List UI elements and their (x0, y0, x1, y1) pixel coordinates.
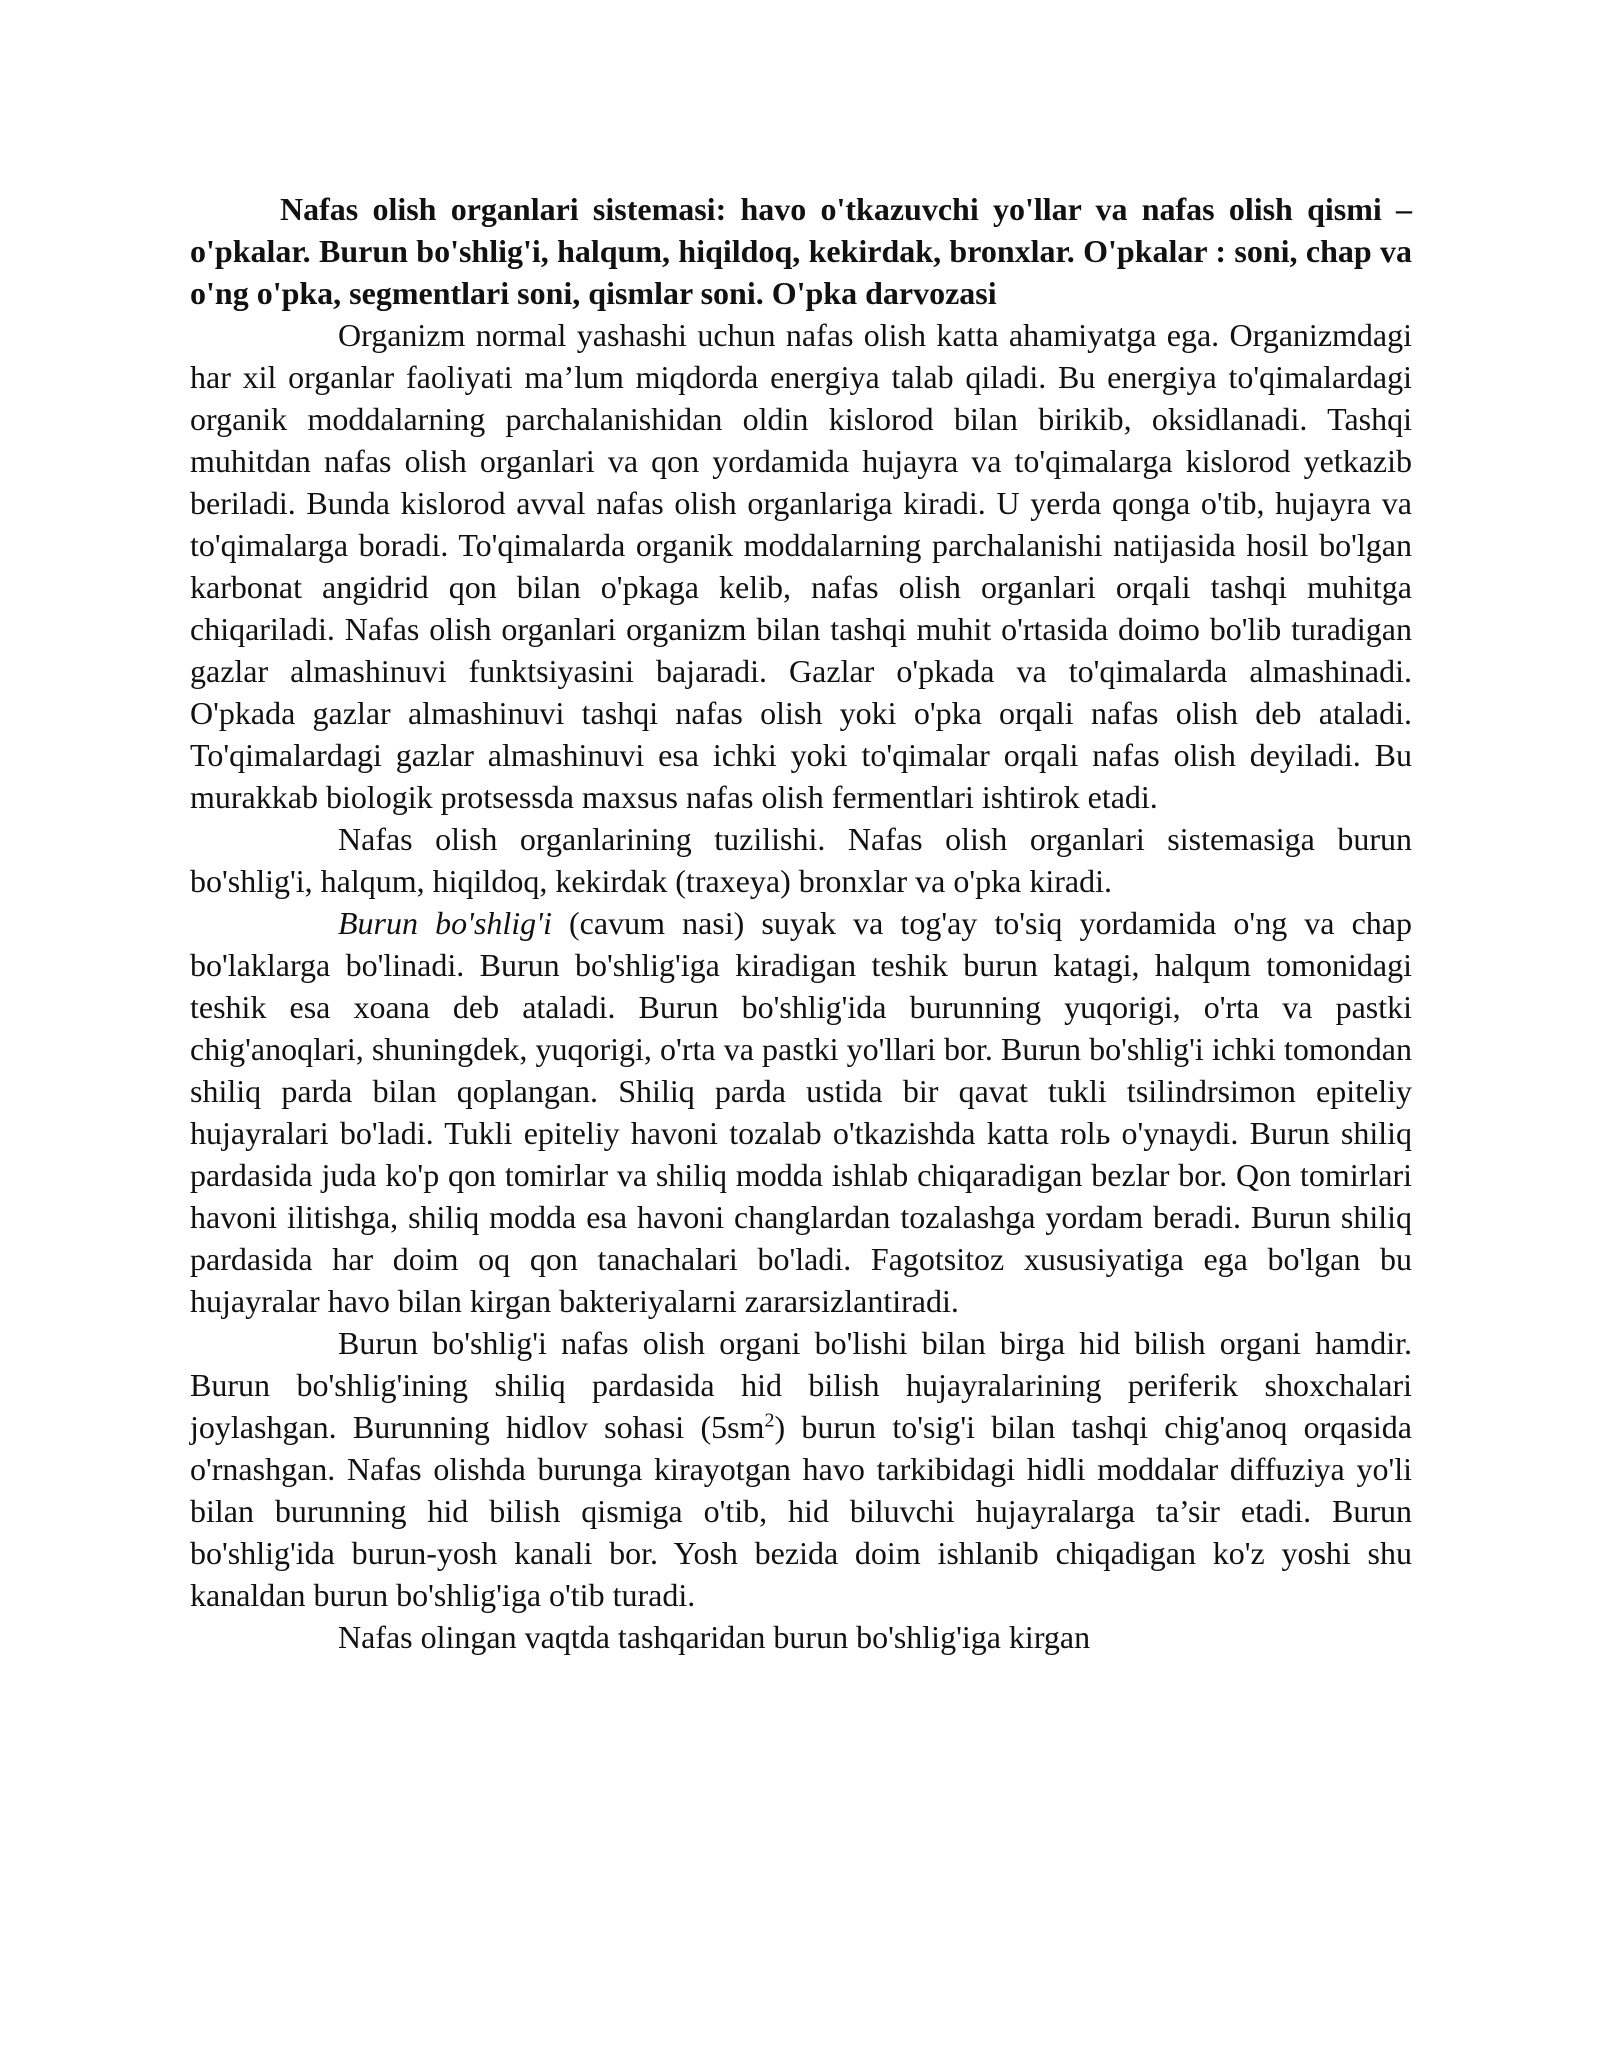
paragraph-inhale: Nafas olingan vaqtda tashqaridan burun bo'shlig'iga kirgan (338, 1619, 1091, 1655)
document-page (190, 188, 1412, 1658)
paragraph-intro: Organizm normal yashashi uchun nafas olish katta ahamiyatga ega. Organizmdagi har xil organlar faoliyati ma’lum miqdorda energiya talab qiladi. Bu energiya to'qimalardagi organik moddalarning parchalanishidan oldin kislorod bilan birikib, oksidlanadi. Tashqi muhitdan nafas olish organlari va qon yordamida hujayra va to'qimalarga kislorod yetkazib beriladi. Bunda kislorod avval nafas olish organlariga kiradi. U yerda qonga o'tib, hujayra va to'qimalarga boradi. To'qimalarda organik moddalarning parchalanishi natijasida hosil bo'lgan karbonat angidrid qon bilan o'pkaga kelib, nafas olish organlari orqali tashqi muhitga chiqariladi. Nafas olish organlari organizm bilan tashqi muhit o'rtasida doimo bo'lib turadigan gazlar almashinuvi funktsiyasini bajaradi. Gazlar o'pkada va to'qimalarda almashinadi. O'pkada gazlar almashinuvi tashqi nafas olish yoki o'pka orqali nafas olish deb ataladi. To'qimalardagi gazlar almashinuvi esa ichki yoki to'qimalar orqali nafas olish deyiladi. Bu murakkab biologik protsessda maxsus nafas olish fermentlari ishtirok etadi. (190, 317, 1412, 815)
paragraph-smell-text-a: Burun bo'shlig'i nafas olish organi bo'lishi bilan birga hid bilish organi hamdir. Burun bo'shlig'ining shiliq pardasida hid bilish hujayralarining periferik shoxchalari joylashgan. Burunning hidlov sohasi (5sm (190, 1325, 1412, 1445)
term-nasal-cavity: Burun bo'shlig'i (338, 905, 552, 941)
paragraph-structure: Nafas olish organlarining tuzilishi. Nafas olish organlari sistemasiga burun bo'shlig'i, halqum, hiqildoq, kekirdak (traxeya) bronxlar va o'pka kiradi. (190, 821, 1412, 899)
section-heading: Nafas olish organlari sistemasi: havo o'tkazuvchi yo'llar va nafas olish qismi – o'pkalar. Burun bo'shlig'i, halqum, hiqildoq, kekirdak, bronxlar. O'pkalar : soni, chap va o'ng o'pka, segmentlari soni, qismlar soni. O'pka darvozasi (190, 191, 1412, 311)
superscript-2: 2 (764, 1409, 775, 1432)
paragraph-smell-text-b: ) burun to'sig'i bilan tashqi chig'anoq orqasida o'rnashgan. Nafas olishda burunga kirayotgan havo tarkibidagi hidli moddalar diffuziya yo'li bilan burunning hid bilish qismiga o'tib, hid biluvchi hujayralarga ta’sir etadi. Burun bo'shlig'ida burun-yosh kanali bor. Yosh bezida doim ishlanib chiqadigan ko'z yoshi shu kanaldan burun bo'shlig'iga o'tib turadi. (190, 1409, 1413, 1613)
paragraph-nasal-cavity (190, 902, 1412, 1322)
paragraph-smell (190, 1322, 1412, 1616)
paragraph-nasal-cavity-text: (cavum nasi) suyak va tog'ay to'siq yordamida o'ng va chap bo'laklarga bo'linadi. Burun bo'shlig'iga kiradigan teshik burun katagi, halqum tomonidagi teshik esa xoana deb ataladi. Burun bo'shlig'ida burunning yuqorigi, o'rta va pastki chig'anoqlari, shuningdek, yuqorigi, o'rta va pastki yo'llari bor. Burun bo'shlig'i ichki tomondan shiliq parda bilan qoplangan. Shiliq parda ustida bir qavat tukli tsilindrsimon epiteliy hujayralari bo'ladi. Tukli epiteliy havoni tozalab o'tkazishda katta rolь o'ynaydi. Burun shiliq pardasida juda ko'p qon tomirlar va shiliq modda ishlab chiqaradigan bezlar bor. Qon tomirlari havoni ilitishga, shiliq modda esa havoni changlardan tozalashga yordam beradi. Burun shiliq pardasida har doim oq qon tanachalari bo'ladi. Fagotsitoz xususiyatiga ega bo'lgan bu hujayralar havo bilan kirgan bakteriyalarni zararsizlantiradi. (190, 905, 1413, 1319)
